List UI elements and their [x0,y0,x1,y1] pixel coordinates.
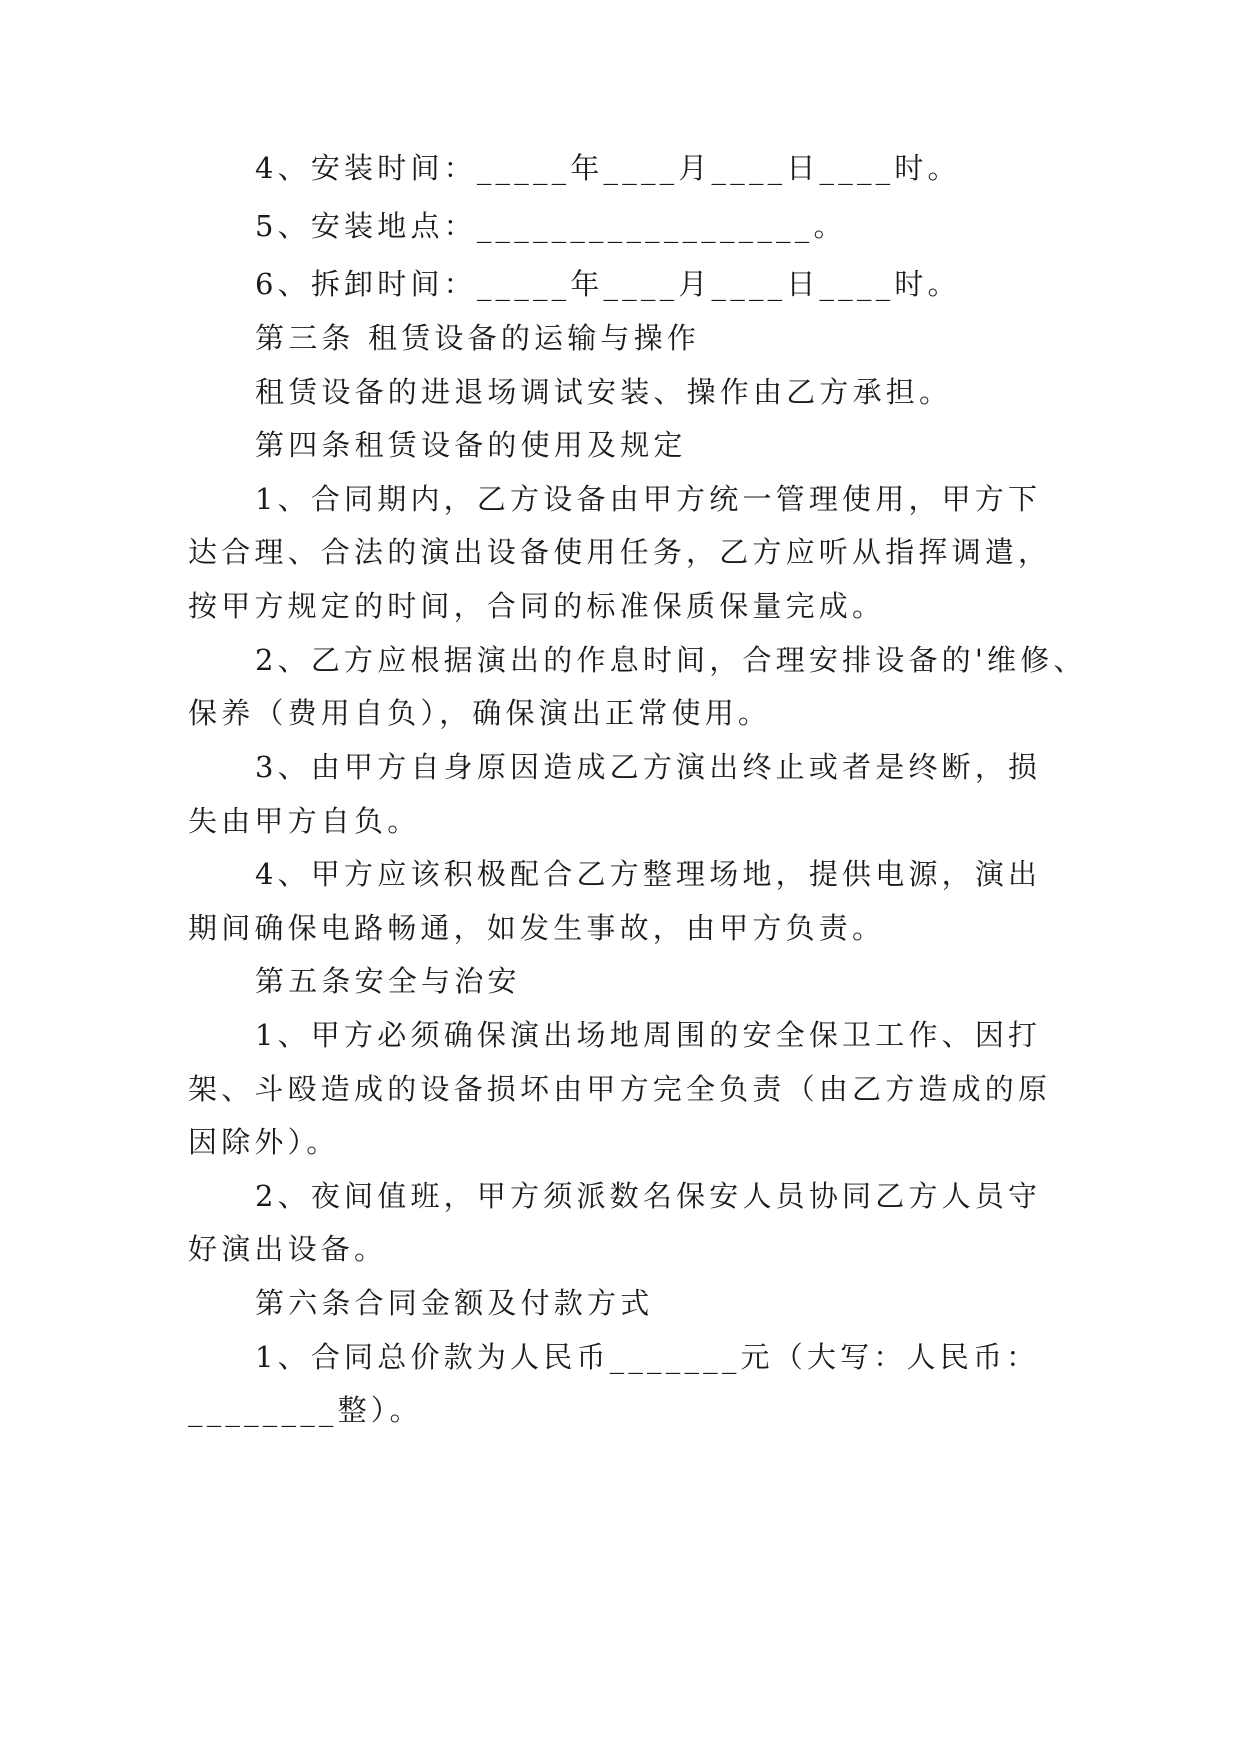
text-line-dismantle-time: 6、拆卸时间：_____年____月____日____时。 [255,267,961,301]
text-line: 1、甲方必须确保演出场地周围的安全保卫工作、因打 [255,1018,1042,1052]
text-line-install-time: 4、安装时间：_____年____月____日____时。 [255,151,961,185]
text-line: 失由甲方自负。 [188,804,421,838]
text-line: 1、合同期内，乙方设备由甲方统一管理使用，甲方下 [255,482,1042,516]
text-line: 2、夜间值班，甲方须派数名保安人员协同乙方人员守 [255,1179,1042,1213]
text-line: 架、斗殴造成的设备损坏由甲方完全负责（由乙方造成的原 [188,1072,1052,1106]
section-heading-article-3: 第三条 租赁设备的运输与操作 [255,321,701,355]
text-line: 期间确保电路畅通，如发生事故，由甲方负责。 [188,911,886,945]
text-line: 3、由甲方自身原因造成乙方演出终止或者是终断，损 [255,750,1042,784]
text-line: ________整）。 [188,1393,423,1427]
text-line: 因除外）。 [188,1125,340,1159]
text-line: 保养（费用自负），确保演出正常使用。 [188,696,772,730]
text-line: 2、乙方应根据演出的作息时间，合理安排设备的'维修、 [255,643,1087,677]
text-line: 租赁设备的进退场调试安装、操作由乙方承担。 [255,375,953,409]
section-heading-article-5: 第五条安全与治安 [255,964,521,998]
section-heading-article-4: 第四条租赁设备的使用及规定 [255,428,687,462]
text-line: 好演出设备。 [188,1232,388,1266]
text-line: 4、甲方应该积极配合乙方整理场地，提供电源，演出 [255,857,1042,891]
text-line: 1、合同总价款为人民币_______元（大写：人民币： [255,1340,1040,1374]
section-heading-article-6: 第六条合同金额及付款方式 [255,1286,654,1320]
text-line-install-location: 5、安装地点：__________________。 [255,209,847,243]
text-line: 按甲方规定的时间，合同的标准保质保量完成。 [188,589,886,623]
text-line: 达合理、合法的演出设备使用任务，乙方应听从指挥调遣， [188,535,1052,569]
